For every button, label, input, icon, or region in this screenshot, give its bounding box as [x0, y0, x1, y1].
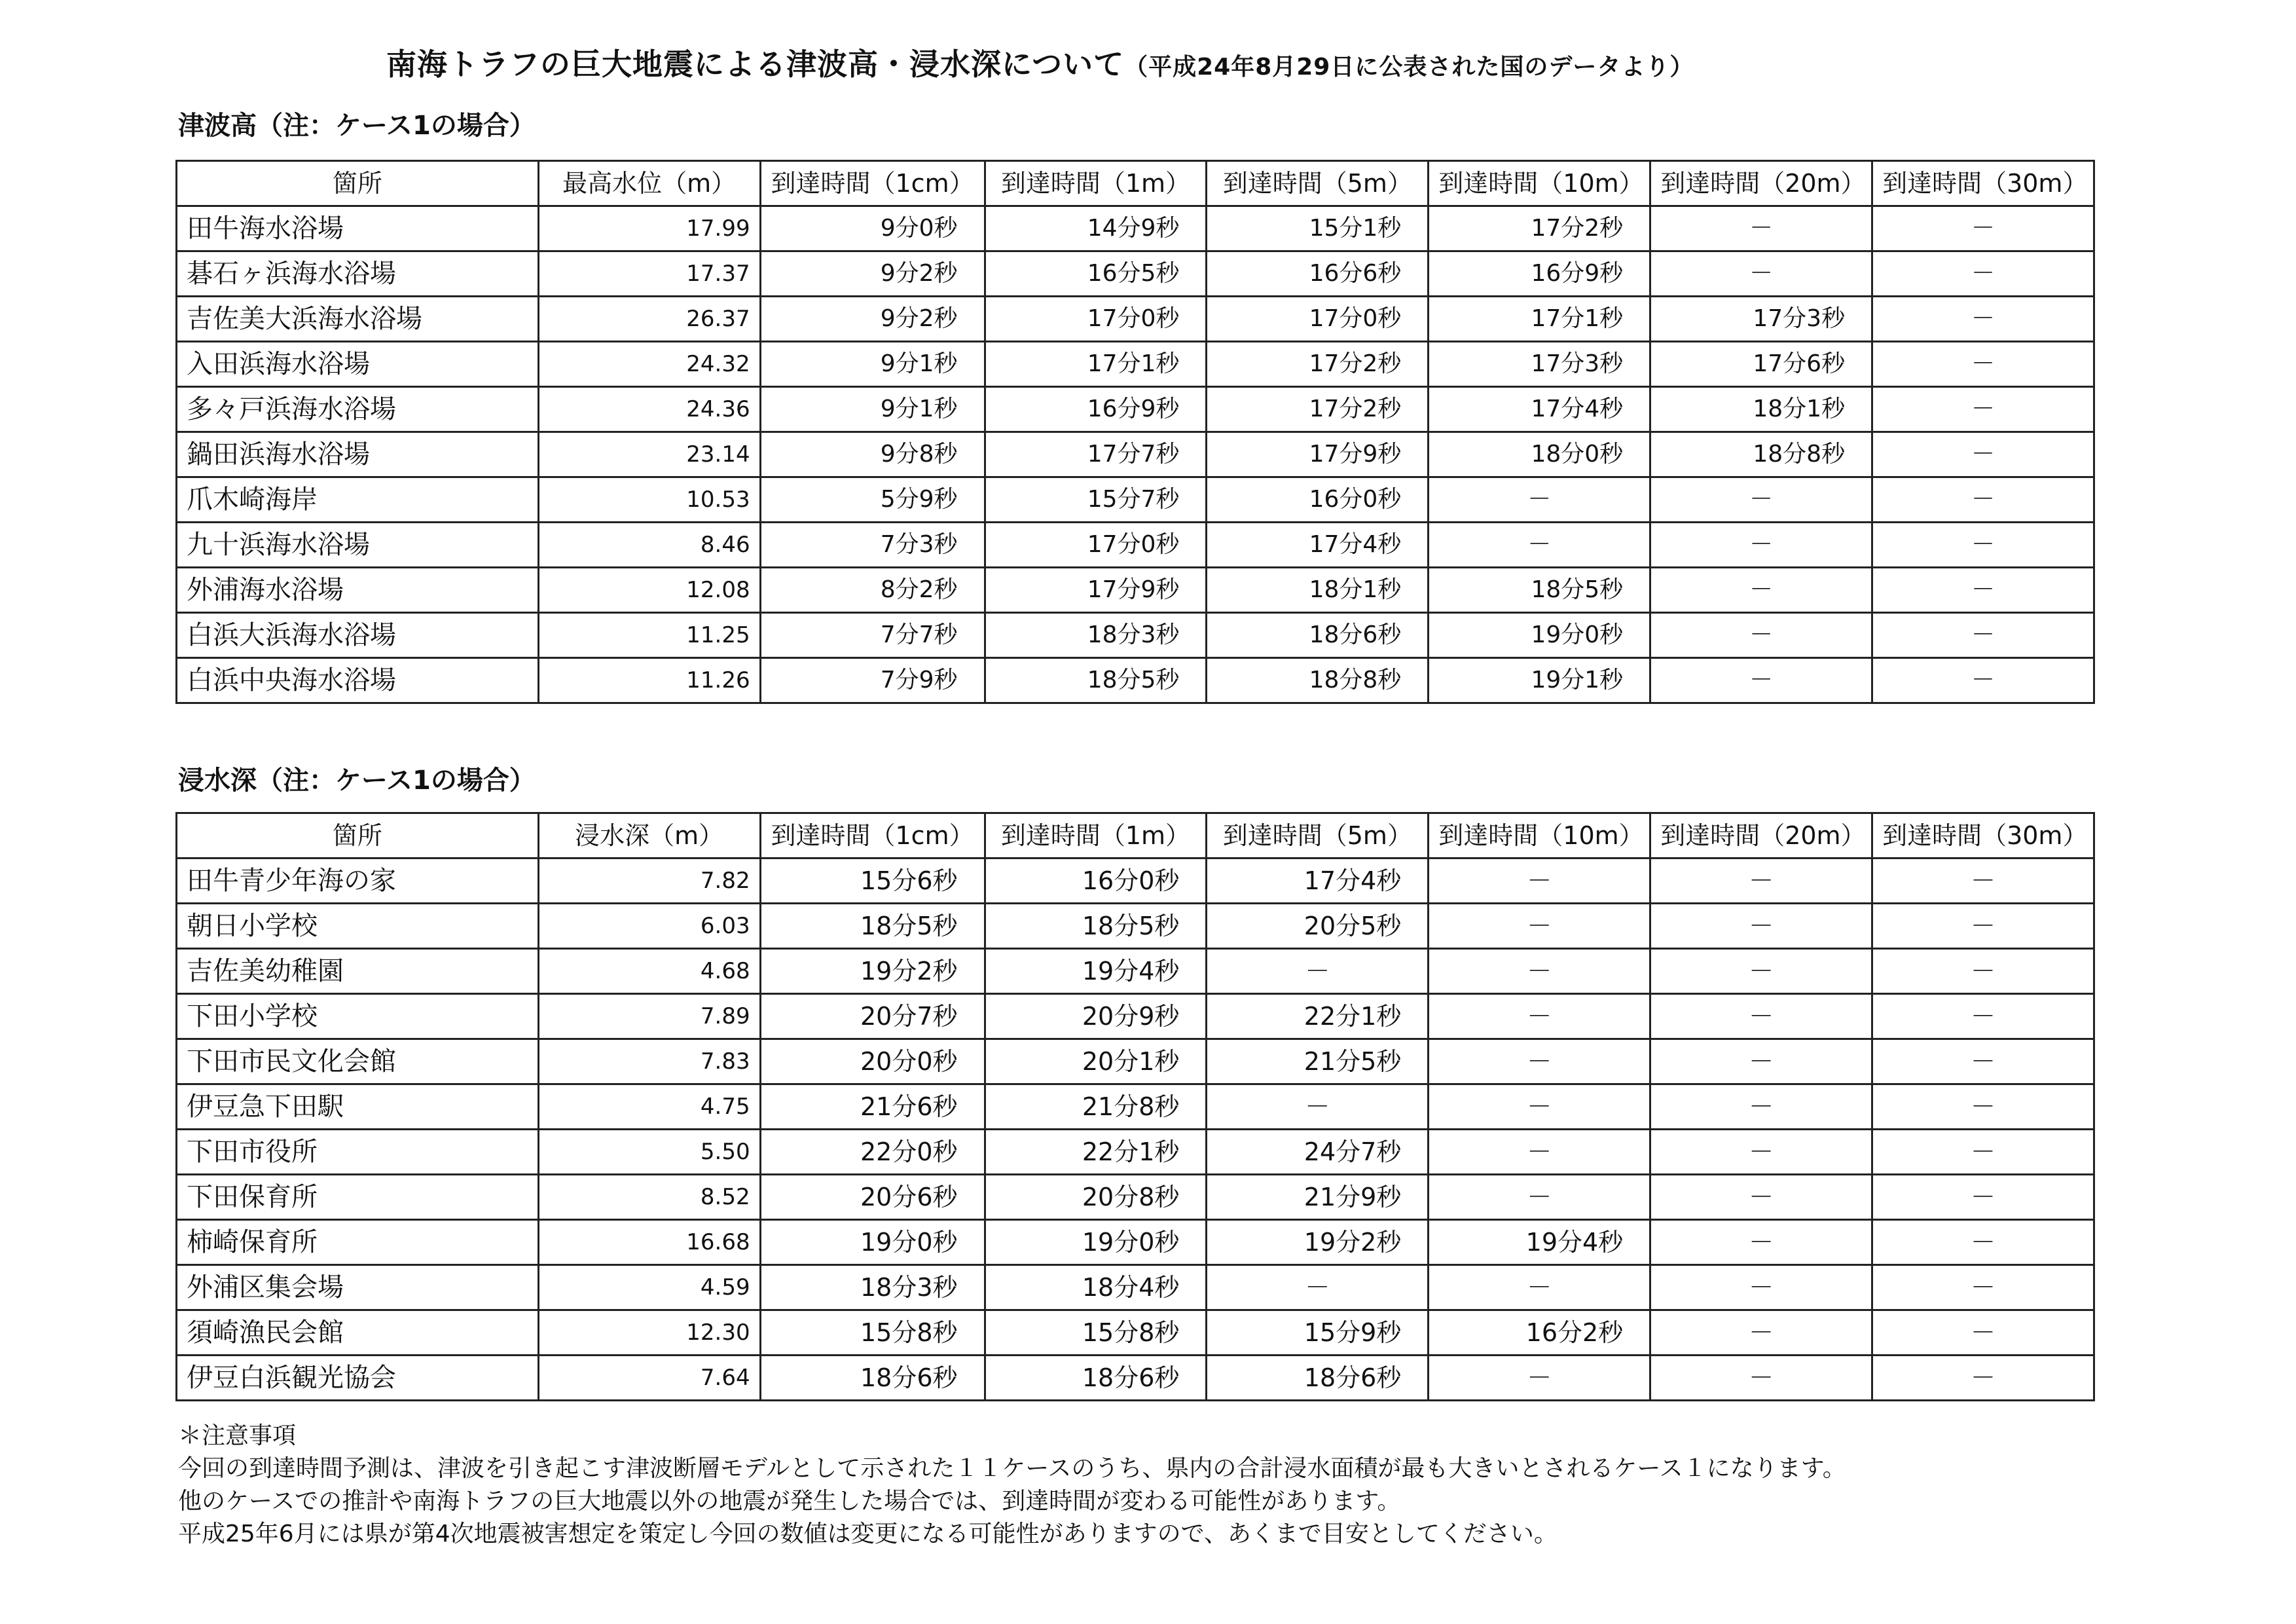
arrival-time-cell: 17分0秒 — [985, 523, 1207, 568]
column-header: 到達時間（5m） — [1207, 161, 1429, 206]
arrival-time-cell: 19分2秒 — [1207, 1220, 1429, 1265]
page-title-sub: （平成24年8月29日に公表された国のデータより） — [1124, 54, 1694, 81]
arrival-time-cell: 15分8秒 — [760, 1310, 985, 1356]
arrival-time-cell: 17分0秒 — [985, 297, 1207, 342]
table-row — [177, 477, 2094, 523]
arrival-time-cell: 20分9秒 — [985, 994, 1207, 1039]
level-cell: 8.52 — [538, 1175, 760, 1220]
arrival-time-cell: － — [1429, 477, 1650, 523]
arrival-time-cell: 20分0秒 — [760, 1039, 985, 1084]
arrival-time-cell: － — [1872, 523, 2094, 568]
location-cell: 朝日小学校 — [177, 904, 539, 949]
arrival-time-cell: 18分8秒 — [1650, 432, 1872, 477]
arrival-time-cell: 15分6秒 — [760, 858, 985, 904]
location-cell: 柿崎保育所 — [177, 1220, 539, 1265]
level-cell: 4.59 — [538, 1265, 760, 1310]
arrival-time-cell: 7分7秒 — [760, 613, 985, 658]
column-header: 到達時間（1cm） — [760, 813, 985, 858]
arrival-time-cell: － — [1872, 1356, 2094, 1401]
arrival-time-cell: 24分7秒 — [1207, 1130, 1429, 1175]
arrival-time-cell: 18分6秒 — [1207, 1356, 1429, 1401]
location-cell: 白浜大浜海水浴場 — [177, 613, 539, 658]
level-cell: 7.89 — [538, 994, 760, 1039]
arrival-time-cell: － — [1650, 1220, 1872, 1265]
arrival-time-cell: 18分6秒 — [1207, 613, 1429, 658]
arrival-time-cell: － — [1872, 658, 2094, 703]
arrival-time-cell: 19分2秒 — [760, 949, 985, 994]
arrival-time-cell: － — [1429, 949, 1650, 994]
level-cell: 24.36 — [538, 387, 760, 432]
location-cell: 外浦海水浴場 — [177, 568, 539, 613]
arrival-time-cell: 17分3秒 — [1650, 297, 1872, 342]
arrival-time-cell: 21分8秒 — [985, 1084, 1207, 1130]
arrival-time-cell: － — [1207, 1084, 1429, 1130]
location-cell: 下田小学校 — [177, 994, 539, 1039]
location-cell: 多々戸浜海水浴場 — [177, 387, 539, 432]
arrival-time-cell: 17分4秒 — [1207, 858, 1429, 904]
arrival-time-cell: 17分2秒 — [1207, 387, 1429, 432]
notes-heading: ＊注意事項 — [178, 1422, 297, 1449]
arrival-time-cell: 18分6秒 — [985, 1356, 1207, 1401]
column-header: 到達時間（30m） — [1872, 813, 2094, 858]
arrival-time-cell: 16分2秒 — [1429, 1310, 1650, 1356]
arrival-time-cell: 17分2秒 — [1429, 206, 1650, 251]
arrival-time-cell: － — [1872, 477, 2094, 523]
note-line: 他のケースでの推計や南海トラフの巨大地震以外の地震が発生した場合では、到達時間が変わる可能性があります。 — [178, 1488, 1401, 1515]
arrival-time-cell: 15分7秒 — [985, 477, 1207, 523]
arrival-time-cell: － — [1650, 568, 1872, 613]
column-header: 到達時間（10m） — [1429, 813, 1650, 858]
location-cell: 碁石ヶ浜海水浴場 — [177, 251, 539, 297]
page-title — [386, 41, 1694, 84]
arrival-time-cell: － — [1650, 206, 1872, 251]
arrival-time-cell: － — [1650, 904, 1872, 949]
location-cell: 外浦区集会場 — [177, 1265, 539, 1310]
arrival-time-cell: － — [1872, 1265, 2094, 1310]
arrival-time-cell: － — [1650, 613, 1872, 658]
arrival-time-cell: － — [1429, 858, 1650, 904]
arrival-time-cell: 17分0秒 — [1207, 297, 1429, 342]
arrival-time-cell: 20分8秒 — [985, 1175, 1207, 1220]
arrival-time-cell: 18分3秒 — [985, 613, 1207, 658]
arrival-time-cell: 7分9秒 — [760, 658, 985, 703]
arrival-time-cell: － — [1872, 1130, 2094, 1175]
arrival-time-cell: 19分4秒 — [1429, 1220, 1650, 1265]
location-cell: 田牛青少年海の家 — [177, 858, 539, 904]
arrival-time-cell: 18分5秒 — [760, 904, 985, 949]
arrival-time-cell: 17分9秒 — [985, 568, 1207, 613]
arrival-time-cell: 5分9秒 — [760, 477, 985, 523]
arrival-time-cell: 15分1秒 — [1207, 206, 1429, 251]
arrival-time-cell: 20分1秒 — [985, 1039, 1207, 1084]
table-row — [177, 1175, 2094, 1220]
arrival-time-cell: 16分5秒 — [985, 251, 1207, 297]
arrival-time-cell: 18分6秒 — [760, 1356, 985, 1401]
level-cell: 23.14 — [538, 432, 760, 477]
table-row — [177, 613, 2094, 658]
level-cell: 10.53 — [538, 477, 760, 523]
level-cell: 4.68 — [538, 949, 760, 994]
arrival-time-cell: 18分1秒 — [1207, 568, 1429, 613]
note-line: 今回の到達時間予測は、津波を引き起こす津波断層モデルとして示された１１ケースのうち、県内の合計浸水面積が最も大きいとされるケース１になります。 — [178, 1455, 1846, 1482]
table-row — [177, 432, 2094, 477]
location-cell: 吉佐美幼稚園 — [177, 949, 539, 994]
arrival-time-cell: － — [1872, 387, 2094, 432]
table-row — [177, 858, 2094, 904]
level-cell: 17.99 — [538, 206, 760, 251]
location-cell: 爪木崎海岸 — [177, 477, 539, 523]
arrival-time-cell: 9分2秒 — [760, 297, 985, 342]
arrival-time-cell: － — [1650, 858, 1872, 904]
arrival-time-cell: － — [1650, 1356, 1872, 1401]
table-row — [177, 387, 2094, 432]
arrival-time-cell: － — [1872, 342, 2094, 387]
arrival-time-cell: － — [1429, 1356, 1650, 1401]
arrival-time-cell: 17分1秒 — [1429, 297, 1650, 342]
arrival-time-cell: － — [1872, 949, 2094, 994]
arrival-time-cell: － — [1872, 206, 2094, 251]
table-row — [177, 658, 2094, 703]
level-cell: 6.03 — [538, 904, 760, 949]
location-cell: 須崎漁民会館 — [177, 1310, 539, 1356]
arrival-time-cell: － — [1650, 523, 1872, 568]
arrival-time-cell: 9分1秒 — [760, 342, 985, 387]
arrival-time-cell: 20分5秒 — [1207, 904, 1429, 949]
arrival-time-cell: 19分1秒 — [1429, 658, 1650, 703]
arrival-time-cell: 17分4秒 — [1207, 523, 1429, 568]
arrival-time-cell: － — [1872, 432, 2094, 477]
arrival-time-cell: 20分6秒 — [760, 1175, 985, 1220]
arrival-time-cell: 22分1秒 — [985, 1130, 1207, 1175]
column-header: 最高水位（m） — [538, 161, 760, 206]
column-header: 到達時間（1m） — [985, 161, 1207, 206]
location-cell: 伊豆白浜観光協会 — [177, 1356, 539, 1401]
level-cell: 24.32 — [538, 342, 760, 387]
arrival-time-cell: － — [1207, 1265, 1429, 1310]
table-row — [177, 949, 2094, 994]
arrival-time-cell: － — [1429, 994, 1650, 1039]
arrival-time-cell: 17分7秒 — [985, 432, 1207, 477]
arrival-time-cell: － — [1650, 477, 1872, 523]
column-header: 到達時間（10m） — [1429, 161, 1650, 206]
column-header: 到達時間（20m） — [1650, 813, 1872, 858]
level-cell: 17.37 — [538, 251, 760, 297]
table-header-row — [177, 161, 2094, 206]
column-header: 箇所 — [177, 813, 539, 858]
location-cell: 下田市役所 — [177, 1130, 539, 1175]
level-cell: 11.25 — [538, 613, 760, 658]
arrival-time-cell: － — [1650, 251, 1872, 297]
table-row — [177, 342, 2094, 387]
arrival-time-cell: 18分3秒 — [760, 1265, 985, 1310]
arrival-time-cell: － — [1872, 994, 2094, 1039]
table-row — [177, 1265, 2094, 1310]
arrival-time-cell: 19分0秒 — [985, 1220, 1207, 1265]
arrival-time-cell: 18分5秒 — [985, 904, 1207, 949]
arrival-time-cell: 19分0秒 — [1429, 613, 1650, 658]
arrival-time-cell: － — [1872, 568, 2094, 613]
inundation-depth-section-title: 浸水深（注：ケース1の場合） — [178, 766, 536, 796]
arrival-time-cell: － — [1429, 904, 1650, 949]
column-header: 到達時間（1cm） — [760, 161, 985, 206]
arrival-time-cell: － — [1872, 251, 2094, 297]
arrival-time-cell: 21分5秒 — [1207, 1039, 1429, 1084]
table-row — [177, 523, 2094, 568]
arrival-time-cell: 16分6秒 — [1207, 251, 1429, 297]
level-cell: 5.50 — [538, 1130, 760, 1175]
inundation-depth-table — [175, 812, 2095, 1401]
arrival-time-cell: 15分8秒 — [985, 1310, 1207, 1356]
level-cell: 7.82 — [538, 858, 760, 904]
table-row — [177, 251, 2094, 297]
column-header: 箇所 — [177, 161, 539, 206]
table-row — [177, 1084, 2094, 1130]
level-cell: 16.68 — [538, 1220, 760, 1265]
arrival-time-cell: 14分9秒 — [985, 206, 1207, 251]
arrival-time-cell: 18分5秒 — [985, 658, 1207, 703]
arrival-time-cell: － — [1650, 1130, 1872, 1175]
arrival-time-cell: 18分5秒 — [1429, 568, 1650, 613]
table-row — [177, 904, 2094, 949]
arrival-time-cell: 9分2秒 — [760, 251, 985, 297]
location-cell: 入田浜海水浴場 — [177, 342, 539, 387]
arrival-time-cell: 19分0秒 — [760, 1220, 985, 1265]
arrival-time-cell: 20分7秒 — [760, 994, 985, 1039]
arrival-time-cell: 16分0秒 — [1207, 477, 1429, 523]
location-cell: 九十浜海水浴場 — [177, 523, 539, 568]
arrival-time-cell: 22分0秒 — [760, 1130, 985, 1175]
arrival-time-cell: 18分1秒 — [1650, 387, 1872, 432]
arrival-time-cell: － — [1207, 949, 1429, 994]
location-cell: 下田保育所 — [177, 1175, 539, 1220]
arrival-time-cell: － — [1429, 1084, 1650, 1130]
arrival-time-cell: － — [1872, 1310, 2094, 1356]
arrival-time-cell: 9分0秒 — [760, 206, 985, 251]
arrival-time-cell: － — [1872, 1039, 2094, 1084]
note-line: 平成25年6月には県が第4次地震被害想定を策定し今回の数値は変更になる可能性がありますので、あくまで目安としてください。 — [178, 1521, 1558, 1547]
arrival-time-cell: 21分9秒 — [1207, 1175, 1429, 1220]
level-cell: 4.75 — [538, 1084, 760, 1130]
arrival-time-cell: 21分6秒 — [760, 1084, 985, 1130]
arrival-time-cell: － — [1650, 949, 1872, 994]
arrival-time-cell: 19分4秒 — [985, 949, 1207, 994]
arrival-time-cell: － — [1429, 523, 1650, 568]
arrival-time-cell: － — [1650, 658, 1872, 703]
location-cell: 吉佐美大浜海水浴場 — [177, 297, 539, 342]
table-row — [177, 1310, 2094, 1356]
arrival-time-cell: － — [1429, 1265, 1650, 1310]
arrival-time-cell: 16分9秒 — [1429, 251, 1650, 297]
tsunami-height-table — [175, 160, 2095, 704]
table-row — [177, 994, 2094, 1039]
column-header: 到達時間（1m） — [985, 813, 1207, 858]
arrival-time-cell: － — [1872, 297, 2094, 342]
arrival-time-cell: － — [1429, 1130, 1650, 1175]
arrival-time-cell: － — [1650, 1175, 1872, 1220]
arrival-time-cell: － — [1650, 1039, 1872, 1084]
arrival-time-cell: － — [1650, 1310, 1872, 1356]
arrival-time-cell: － — [1650, 994, 1872, 1039]
arrival-time-cell: － — [1429, 1039, 1650, 1084]
table-header-row — [177, 813, 2094, 858]
arrival-time-cell: 17分6秒 — [1650, 342, 1872, 387]
level-cell: 7.83 — [538, 1039, 760, 1084]
level-cell: 7.64 — [538, 1356, 760, 1401]
arrival-time-cell: 17分1秒 — [985, 342, 1207, 387]
location-cell: 鍋田浜海水浴場 — [177, 432, 539, 477]
arrival-time-cell: － — [1872, 858, 2094, 904]
arrival-time-cell: 16分0秒 — [985, 858, 1207, 904]
page-title-main: 南海トラフの巨大地震による津波高・浸水深について — [386, 46, 1125, 82]
arrival-time-cell: － — [1872, 1084, 2094, 1130]
arrival-time-cell: 16分9秒 — [985, 387, 1207, 432]
location-cell: 下田市民文化会館 — [177, 1039, 539, 1084]
column-header: 浸水深（m） — [538, 813, 760, 858]
arrival-time-cell: 7分3秒 — [760, 523, 985, 568]
arrival-time-cell: 15分9秒 — [1207, 1310, 1429, 1356]
arrival-time-cell: 8分2秒 — [760, 568, 985, 613]
arrival-time-cell: 17分3秒 — [1429, 342, 1650, 387]
arrival-time-cell: 17分2秒 — [1207, 342, 1429, 387]
arrival-time-cell: － — [1872, 904, 2094, 949]
arrival-time-cell: － — [1872, 1220, 2094, 1265]
table-row — [177, 1039, 2094, 1084]
table-row — [177, 568, 2094, 613]
arrival-time-cell: 22分1秒 — [1207, 994, 1429, 1039]
arrival-time-cell: 18分0秒 — [1429, 432, 1650, 477]
column-header: 到達時間（20m） — [1650, 161, 1872, 206]
level-cell: 12.30 — [538, 1310, 760, 1356]
arrival-time-cell: － — [1650, 1265, 1872, 1310]
location-cell: 白浜中央海水浴場 — [177, 658, 539, 703]
level-cell: 8.46 — [538, 523, 760, 568]
location-cell: 伊豆急下田駅 — [177, 1084, 539, 1130]
column-header: 到達時間（5m） — [1207, 813, 1429, 858]
arrival-time-cell: 9分1秒 — [760, 387, 985, 432]
level-cell: 12.08 — [538, 568, 760, 613]
column-header: 到達時間（30m） — [1872, 161, 2094, 206]
arrival-time-cell: － — [1872, 1175, 2094, 1220]
level-cell: 11.26 — [538, 658, 760, 703]
arrival-time-cell: － — [1650, 1084, 1872, 1130]
table-row — [177, 1130, 2094, 1175]
arrival-time-cell: － — [1872, 613, 2094, 658]
arrival-time-cell: 17分9秒 — [1207, 432, 1429, 477]
arrival-time-cell: － — [1429, 1175, 1650, 1220]
table-row — [177, 297, 2094, 342]
arrival-time-cell: 18分4秒 — [985, 1265, 1207, 1310]
location-cell: 田牛海水浴場 — [177, 206, 539, 251]
table-row — [177, 206, 2094, 251]
tsunami-height-section-title: 津波高（注：ケース1の場合） — [178, 111, 536, 141]
level-cell: 26.37 — [538, 297, 760, 342]
arrival-time-cell: 18分8秒 — [1207, 658, 1429, 703]
notes — [178, 1420, 1846, 1551]
arrival-time-cell: 17分4秒 — [1429, 387, 1650, 432]
table-row — [177, 1220, 2094, 1265]
arrival-time-cell: 9分8秒 — [760, 432, 985, 477]
table-row — [177, 1356, 2094, 1401]
